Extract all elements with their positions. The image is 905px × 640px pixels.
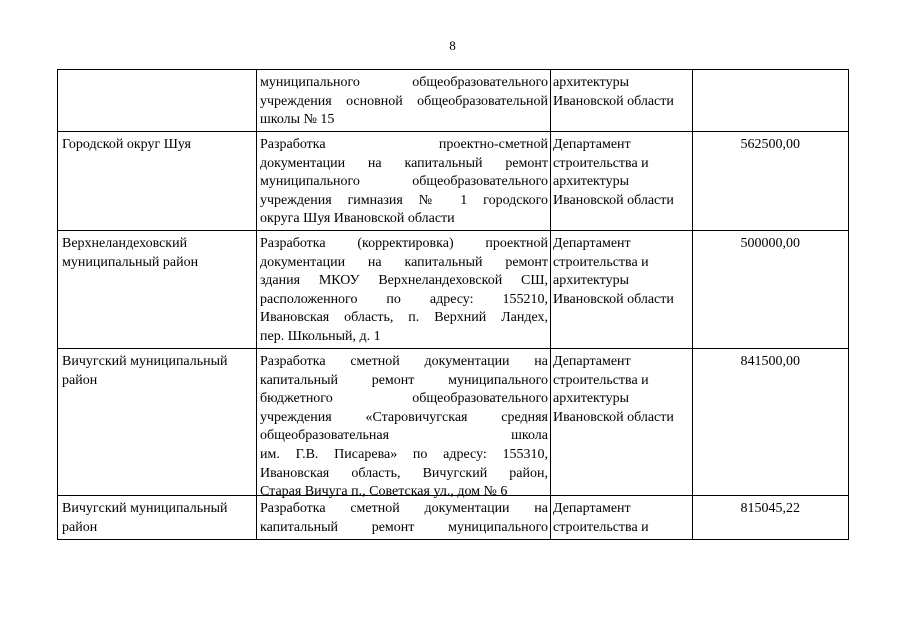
department-line: Департамент [553, 354, 631, 369]
description-line: общеобразовательная школа [260, 428, 548, 444]
department-line: архитектуры [553, 174, 629, 190]
department-cell [553, 74, 693, 111]
department-line: архитектуры [553, 273, 629, 289]
description-cell [260, 353, 548, 502]
description-line: Старая Вичуга п., Советская ул., дом № 6 [260, 484, 508, 500]
district-line: район [62, 372, 98, 388]
district-line: муниципальный район [62, 254, 199, 270]
table-row [58, 348, 848, 500]
district-line: Городской округ Шуя [62, 137, 191, 152]
amount-cell: 562500,00 [740, 137, 800, 152]
department-line: Ивановской области [553, 409, 674, 425]
table-row [58, 70, 848, 131]
table-row [58, 495, 848, 540]
department-line: Ивановской области [553, 93, 674, 109]
description-line: Ивановская область, Вичугский район, [260, 465, 548, 481]
department-line: строительства и [553, 254, 649, 270]
department-line: строительства и [553, 155, 649, 171]
district-line: Вичугский муниципальный [62, 354, 228, 369]
description-line: бюджетного общеобразовательного [260, 391, 548, 407]
description-line: муниципального общеобразовательного [260, 75, 548, 90]
description-line: муниципального общеобразовательного [260, 174, 548, 190]
department-line: Ивановской области [553, 192, 674, 208]
funding-table [57, 69, 849, 540]
description-line: пер. Школьный, д. 1 [260, 328, 381, 344]
description-line: капитальный ремонт муниципального [260, 519, 548, 535]
department-line: строительства и [553, 372, 649, 388]
description-line: учреждения гимназия № 1 городского [260, 192, 548, 208]
department-line: Департамент [553, 137, 631, 152]
amount-cell: 841500,00 [740, 354, 800, 369]
district-line: район [62, 519, 98, 535]
department-cell [553, 353, 693, 427]
table-row [58, 230, 848, 349]
description-line: документации на капитальный ремонт [260, 155, 548, 171]
district-line: Вичугский муниципальный [62, 501, 228, 516]
description-line: документации на капитальный ремонт [260, 254, 548, 270]
page-number: 8 [449, 38, 456, 53]
description-cell [260, 500, 548, 537]
description-line: Разработка сметной документации на [260, 354, 548, 369]
description-line: Разработка проектно-сметной [260, 137, 548, 152]
description-line: учреждения «Старовичугская средняя [260, 409, 548, 425]
description-cell [260, 136, 548, 229]
description-cell [260, 235, 548, 347]
description-line: капитальный ремонт муниципального [260, 372, 548, 388]
table-row [58, 131, 848, 231]
department-line: архитектуры [553, 391, 629, 407]
amount-cell: 500000,00 [740, 236, 800, 251]
description-cell [260, 74, 548, 130]
district-cell [62, 500, 248, 537]
district-line: Верхнеландеховский [62, 236, 188, 251]
amount-cell: 815045,22 [740, 501, 800, 516]
district-cell [62, 353, 248, 390]
department-line: архитектуры [553, 75, 629, 90]
description-line: Ивановская область, п. Верхний Ландех, [260, 310, 548, 326]
description-line: школы № 15 [260, 112, 335, 128]
description-line: Разработка сметной документации на [260, 501, 548, 516]
description-line: Разработка (корректировка) проектной [260, 236, 548, 251]
description-line: расположенного по адресу: 155210, [260, 291, 548, 307]
department-line: Ивановской области [553, 291, 674, 307]
district-cell [62, 235, 248, 272]
department-cell [553, 235, 693, 309]
department-line: Департамент [553, 501, 631, 516]
description-line: учреждения основной общеобразовательной [260, 93, 548, 109]
district-cell [62, 136, 248, 155]
description-line: здания МКОУ Верхнеландеховской СШ, [260, 273, 548, 289]
department-line: Департамент [553, 236, 631, 251]
department-cell [553, 500, 693, 537]
department-cell [553, 136, 693, 210]
description-line: им. Г.В. Писарева» по адресу: 155310, [260, 446, 548, 462]
department-line: строительства и [553, 519, 649, 535]
description-line: округа Шуя Ивановской области [260, 211, 455, 227]
